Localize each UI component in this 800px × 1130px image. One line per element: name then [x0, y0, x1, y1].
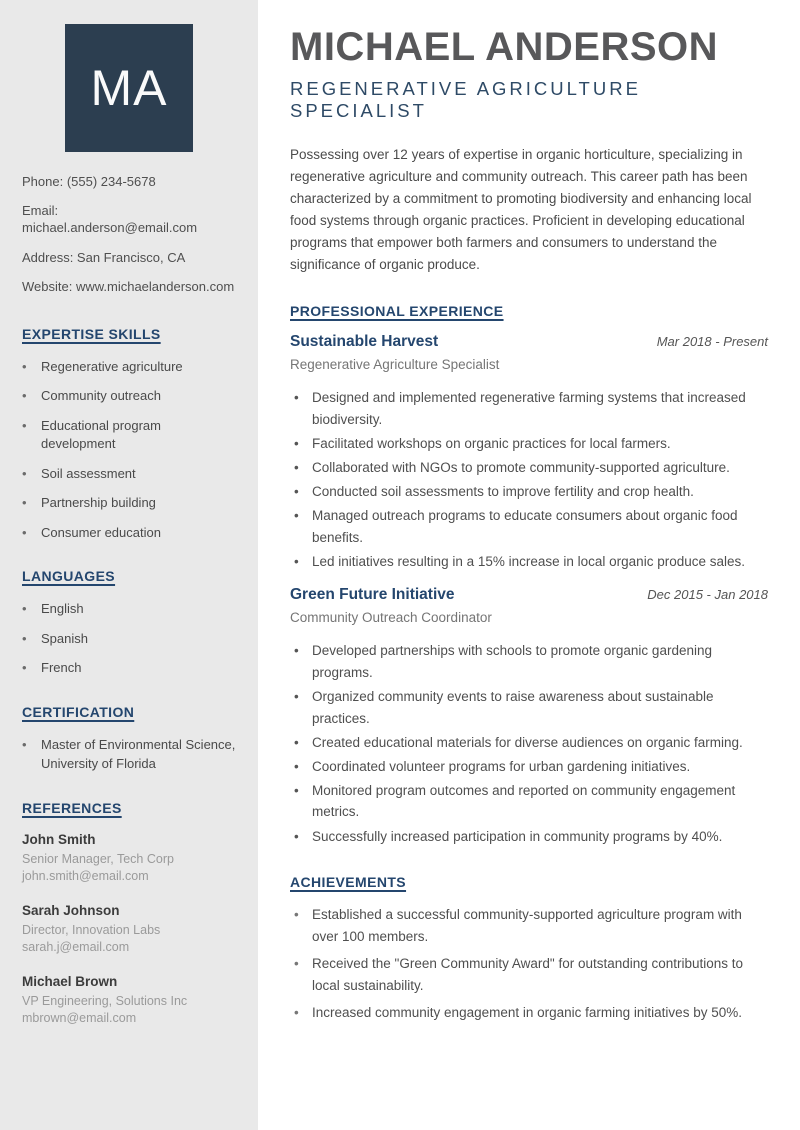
bullet-icon: •: [294, 828, 299, 844]
reference-email: john.smith@email.com: [22, 869, 149, 884]
experience-heading: PROFESSIONAL EXPERIENCE: [290, 303, 504, 319]
contact-info: [22, 174, 236, 296]
bullet-icon: •: [294, 758, 299, 774]
contact-email: Email: michael.anderson@email.com: [22, 203, 198, 236]
job-company: Green Future Initiative: [290, 586, 455, 604]
reference-email: mbrown@email.com: [22, 1011, 137, 1026]
job-bullet: • Managed outreach programs to educate consumers about organic food benefits.: [290, 505, 768, 548]
contact-website: Website: www.michaelanderson.com: [22, 279, 235, 295]
contact-phone: Phone: (555) 234-5678: [22, 174, 156, 189]
bullet-icon: •: [294, 553, 299, 569]
bullet-icon: •: [294, 643, 299, 659]
job-role: Community Outreach Coordinator: [290, 610, 492, 626]
job-role: Regenerative Agriculture Specialist: [290, 357, 500, 372]
avatar: [65, 24, 193, 152]
reference-name: Sarah Johnson: [22, 902, 120, 918]
main-content: [258, 0, 800, 1130]
experience-section: [290, 303, 768, 847]
skill-item: • Partnership building: [22, 494, 236, 513]
reference-entry: [22, 974, 236, 1028]
skills-section: [22, 326, 236, 542]
certification-item: • Master of Environmental Science, University of Florida: [22, 736, 236, 774]
job-bullet: • Led initiatives resulting in a 15% increase in local organic produce sales.: [290, 551, 768, 573]
reference-role: Director, Innovation Labs: [22, 922, 161, 937]
reference-entry: [22, 903, 236, 957]
job-dates: Mar 2018 - Present: [656, 334, 768, 349]
bullet-icon: •: [294, 1005, 299, 1021]
languages-heading: LANGUAGES: [22, 568, 116, 585]
achievements-heading: ACHIEVEMENTS: [290, 874, 407, 891]
job-bullet: • Designed and implemented regenerative farming systems that increased biodiversity.: [290, 387, 768, 430]
language-item: • Spanish: [22, 630, 236, 649]
skills-list: [22, 358, 236, 542]
bullet-icon: •: [294, 907, 299, 923]
bullet-icon: •: [22, 601, 27, 617]
bullet-icon: •: [22, 465, 27, 481]
job-bullet: • Created educational materials for diverse audiences on organic farming.: [290, 732, 768, 754]
bullet-icon: •: [22, 358, 27, 374]
bullet-icon: •: [294, 688, 299, 704]
reference-name: Michael Brown: [22, 973, 118, 989]
achievement-bullet: • Established a successful community-supported agriculture program with over 100 members.: [290, 904, 768, 947]
reference-email: sarah.j@email.com: [22, 940, 130, 955]
bullet-icon: •: [294, 435, 299, 451]
achievements-list: [290, 904, 768, 1024]
language-item: • French: [22, 659, 236, 678]
skill-item: • Educational program development: [22, 417, 236, 455]
reference-role: Senior Manager, Tech Corp: [22, 851, 174, 866]
skill-item: • Soil assessment: [22, 465, 236, 484]
job-bullet-list: [290, 640, 768, 847]
job-bullet: • Facilitated workshops on organic practices for local farmers.: [290, 433, 768, 455]
summary-paragraph: Possessing over 12 years of expertise in organic horticulture, specializing in regenerative agriculture and community outreach. This career path has been characterized by a commitment to promoting biodiversity and enhancing local food systems through organic practices. Proficient in developing educational programs that empower both farmers and consumers to understand the significance of organic produce.: [290, 147, 752, 272]
languages-section: [22, 568, 236, 678]
job-header: [290, 586, 768, 604]
job-dates: Dec 2015 - Jan 2018: [647, 587, 768, 603]
job-bullet: • Organized community events to raise awareness about sustainable practices.: [290, 686, 768, 729]
bullet-icon: •: [294, 390, 299, 405]
bullet-icon: •: [22, 630, 27, 646]
job-bullet: • Developed partnerships with schools to promote organic gardening programs.: [290, 640, 768, 683]
skills-heading: EXPERTISE SKILLS: [22, 325, 161, 342]
reference-name: John Smith: [22, 831, 96, 847]
bullet-icon: •: [22, 388, 27, 404]
job-bullet: • Collaborated with NGOs to promote community-supported agriculture.: [290, 457, 768, 479]
person-title: REGENERATIVE AGRICULTURE SPECIALIST: [290, 78, 641, 121]
language-item: • English: [22, 600, 236, 619]
bullet-icon: •: [294, 507, 299, 523]
skill-item: • Community outreach: [22, 387, 236, 406]
bullet-icon: •: [22, 524, 27, 540]
achievements-section: [290, 874, 768, 1024]
bullet-icon: •: [22, 660, 27, 676]
bullet-icon: •: [22, 417, 27, 433]
bullet-icon: •: [294, 956, 299, 972]
contact-address: Address: San Francisco, CA: [22, 249, 186, 265]
certification-heading: CERTIFICATION: [22, 703, 135, 720]
bullet-icon: •: [294, 459, 299, 475]
references-heading: REFERENCES: [22, 799, 122, 816]
person-name: MICHAEL ANDERSON: [290, 25, 719, 69]
bullet-icon: •: [22, 736, 27, 752]
job-entry: [290, 333, 768, 572]
bullet-icon: •: [294, 782, 299, 798]
skill-item: • Regenerative agriculture: [22, 358, 236, 377]
bullet-icon: •: [22, 495, 27, 511]
reference-entry: [22, 832, 236, 886]
achievement-bullet: • Increased community engagement in organic farming initiatives by 50%.: [290, 1002, 768, 1024]
certification-section: [22, 704, 236, 774]
skill-item: • Consumer education: [22, 524, 236, 543]
references-section: [22, 800, 236, 1028]
job-entry: [290, 586, 768, 847]
reference-role: VP Engineering, Solutions Inc: [22, 993, 188, 1008]
languages-list: [22, 600, 236, 678]
job-bullet-list: [290, 387, 768, 572]
job-bullet: • Coordinated volunteer programs for urban gardening initiatives.: [290, 756, 768, 778]
job-bullet: • Successfully increased participation in community programs by 40%.: [290, 826, 768, 848]
achievement-bullet: • Received the "Green Community Award" for outstanding contributions to local sustainability.: [290, 953, 768, 996]
job-company: Sustainable Harvest: [290, 333, 439, 350]
job-bullet: • Conducted soil assessments to improve fertility and crop health.: [290, 481, 768, 503]
job-bullet: • Monitored program outcomes and reported on community engagement metrics.: [290, 780, 768, 823]
avatar-initials: MA: [90, 60, 168, 116]
sidebar: [0, 0, 258, 1130]
certification-list: [22, 736, 236, 774]
job-header: [290, 333, 768, 351]
bullet-icon: •: [294, 734, 299, 750]
bullet-icon: •: [294, 483, 299, 499]
